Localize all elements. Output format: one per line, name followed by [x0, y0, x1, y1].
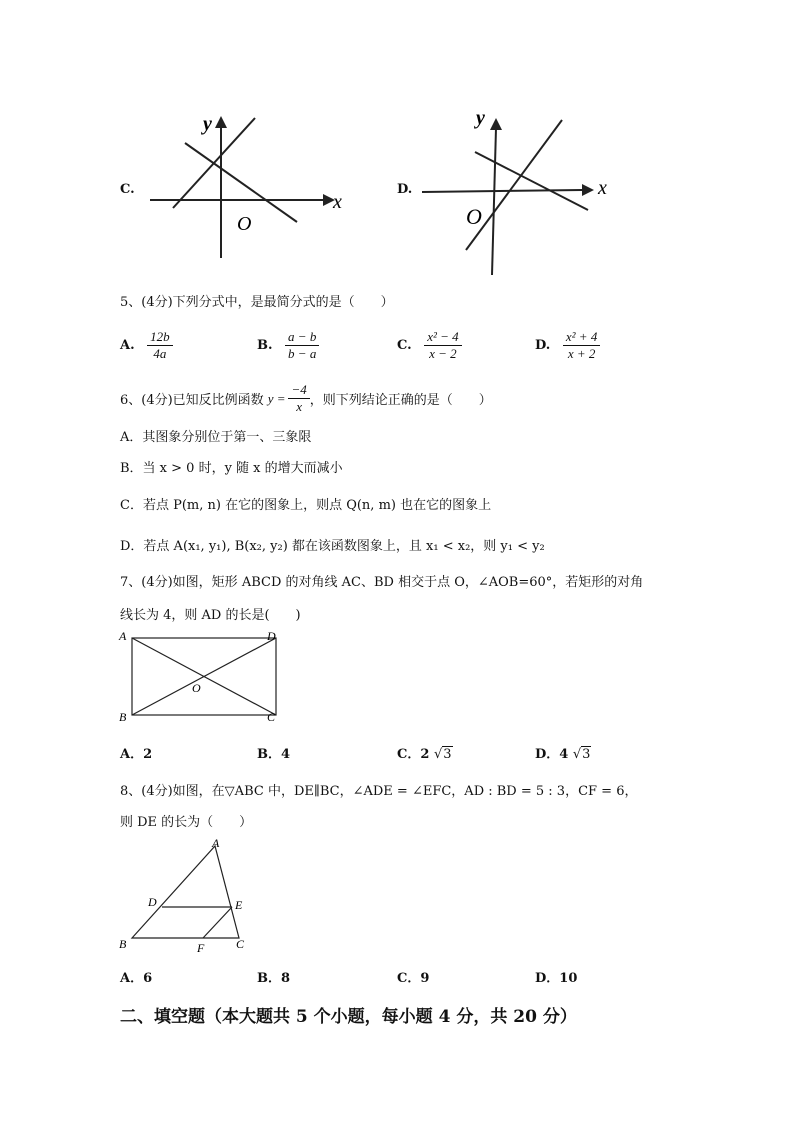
q7-option-d[interactable] [535, 743, 591, 762]
q5-option-b[interactable] [257, 329, 319, 362]
q4-option-c-label: C. [120, 182, 135, 197]
vertex-b-label: B [119, 710, 127, 724]
q6-stem-post: ，则下列结论正确的是（ ） [309, 393, 492, 408]
option-label: D. [535, 338, 551, 353]
vertex-c-label: C [236, 937, 245, 951]
fraction [563, 329, 600, 362]
y-axis-arrow-icon [490, 118, 502, 130]
numerator: −4 [288, 382, 309, 399]
q8-option-b[interactable] [257, 967, 290, 986]
fraction [147, 329, 173, 362]
option-label: A． [120, 971, 144, 986]
fraction [424, 329, 461, 362]
numerator: x² − 4 [424, 329, 461, 346]
option-label: A. [120, 338, 135, 353]
point-d-label: D [148, 895, 157, 909]
option-coefficient: 4 [559, 747, 569, 762]
point-e-label: E [235, 898, 243, 912]
q8-option-c[interactable] [397, 967, 429, 986]
origin-label: O [237, 213, 252, 235]
q6-func-fraction [288, 382, 309, 415]
q6-func-lhs: y = [267, 390, 286, 406]
option-label: C. [397, 338, 412, 353]
q8-stem-line2: 则 DE 的长为（ ） [120, 815, 253, 830]
option-label: B. [257, 338, 273, 353]
q4-option-d-label: D. [397, 182, 413, 197]
option-label: B． [257, 971, 281, 986]
section-heading: 二、填空题（本大题共 5 个小题，每小题 4 分，共 20 分） [120, 1007, 577, 1027]
numerator: 12b [147, 329, 173, 346]
center-o-label: O [192, 681, 201, 695]
option-label: D． [535, 747, 560, 762]
vertex-a-label: A [119, 629, 127, 643]
q6-option-a[interactable]: A．其图象分别位于第一、三象限 [120, 430, 312, 445]
segment-ef [203, 907, 232, 938]
option-value: 9 [420, 971, 430, 986]
vertex-d-label: D [267, 629, 276, 643]
q6-stem [120, 382, 492, 415]
numerator: x² + 4 [563, 329, 600, 346]
q7-option-c[interactable] [397, 743, 453, 762]
q8-stem-line1: 8、(4分)如图，在▽ABC 中，DE∥BC，∠ADE = ∠EFC，AD : BD = 5 : 3，CF = 6， [120, 784, 638, 799]
q5-stem: 5、(4分)下列分式中，是最简分式的是（ ） [120, 295, 394, 310]
y-axis-line [492, 128, 496, 275]
x-axis-label: x [598, 177, 607, 199]
q6-option-b[interactable]: B．当 x > 0 时，y 随 x 的增大而减小 [120, 461, 343, 476]
q7-option-b[interactable] [257, 743, 290, 762]
line-1 [466, 120, 562, 250]
q4-graph-d [420, 100, 620, 278]
denominator: 4a [153, 346, 167, 361]
triangle-abc [132, 846, 239, 938]
option-label: B． [257, 747, 281, 762]
q7-rectangle-figure [115, 626, 290, 726]
vertex-c-label: C [267, 710, 276, 724]
vertex-a-label: A [212, 836, 220, 850]
option-coefficient: 2 [420, 747, 430, 762]
x-axis-arrow-icon [582, 184, 594, 196]
x-axis-label: x [333, 191, 342, 213]
q8-option-d[interactable] [535, 967, 577, 986]
q7-option-a[interactable] [120, 743, 152, 762]
vertex-b-label: B [119, 937, 127, 951]
y-axis-label: y [203, 113, 212, 135]
q7-stem-line1: 7、(4分)如图，矩形 ABCD 的对角线 AC、BD 相交于点 O，∠AOB=60°，若矩形的对角 [120, 575, 644, 590]
q8-triangle-figure [115, 836, 265, 958]
option-value: 10 [559, 971, 578, 986]
denominator: x + 2 [567, 346, 596, 361]
q8-option-a[interactable] [120, 967, 152, 986]
q5-option-c[interactable] [397, 329, 462, 362]
q4-graph-c [145, 108, 340, 263]
radicand: 3 [443, 747, 452, 762]
q6-option-c[interactable]: C．若点 P(m, n) 在它的图象上，则点 Q(n, m) 也在它的图象上 [120, 498, 492, 513]
option-value: 8 [281, 971, 291, 986]
fraction [285, 329, 319, 362]
option-label: A． [120, 747, 144, 762]
option-label: C． [397, 747, 421, 762]
q5-option-d[interactable] [535, 329, 600, 362]
q6-option-d[interactable]: D．若点 A(x₁, y₁), B(x₂, y₂) 都在该函数图象上，且 x₁ < x₂，则 y₁ < y₂ [120, 539, 545, 554]
option-label: D． [535, 971, 560, 986]
line-2 [185, 143, 297, 222]
radicand: 3 [582, 747, 591, 762]
sqrt-icon: √ [572, 747, 582, 762]
option-value: 6 [143, 971, 153, 986]
denominator: b − a [288, 346, 317, 361]
origin-label: O [466, 204, 482, 229]
y-axis-label: y [476, 107, 485, 129]
denominator: x [296, 399, 303, 414]
q5-option-a[interactable] [120, 329, 173, 362]
q7-stem-line2: 线长为 4，则 AD 的长是( ) [120, 608, 301, 623]
q6-stem-pre: 6、(4分)已知反比例函数 [120, 393, 264, 408]
point-f-label: F [197, 941, 205, 955]
sqrt-icon: √ [433, 747, 443, 762]
x-axis-line [422, 190, 582, 192]
denominator: x − 2 [429, 346, 457, 361]
y-axis-arrow-icon [215, 116, 227, 128]
option-value: 2 [143, 747, 153, 762]
numerator: a − b [285, 329, 319, 346]
option-value: 4 [281, 747, 291, 762]
option-label: C． [397, 971, 421, 986]
